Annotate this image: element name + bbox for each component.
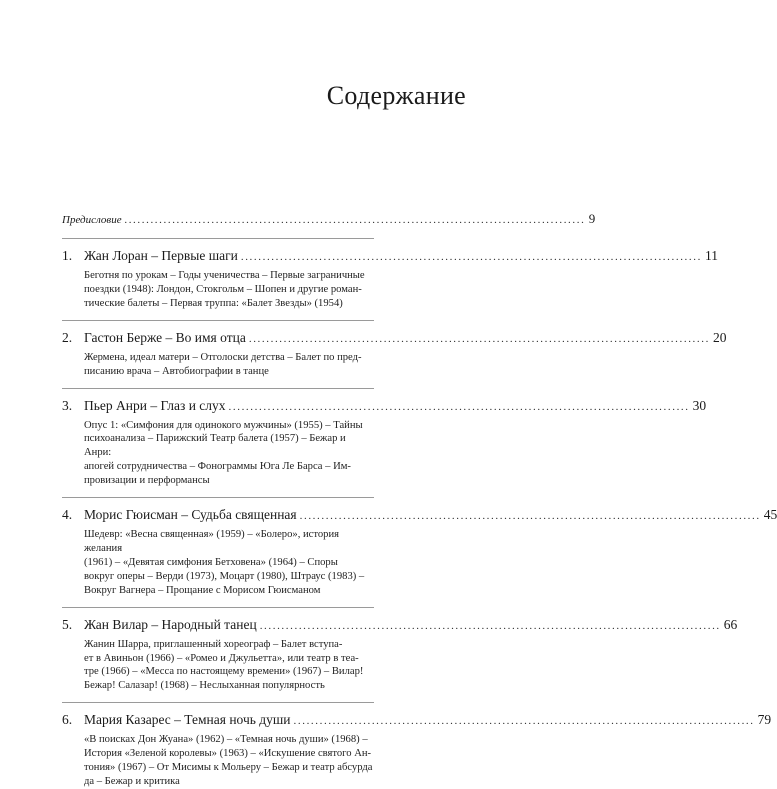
chapter-number: 1. [62, 248, 73, 263]
dot-leader: .......................................................................................................... [240, 251, 702, 263]
summary-line: Бежар! Салазар! (1968) – Неслыханная популярность [84, 680, 325, 692]
summary-line: провизации и перформансы [84, 475, 210, 487]
toc-entry-chapter-5 [62, 616, 738, 694]
chapter-page-number: 45 [763, 507, 777, 523]
separator-line [62, 320, 374, 321]
preface-label: Предисловие [62, 214, 122, 226]
chapter-summary [84, 269, 374, 311]
separator-line [62, 702, 374, 703]
summary-line: вокруг оперы – Верди (1973), Моцарт (1980), Штраус (1983) – [84, 570, 365, 582]
chapter-page-number: 11 [704, 248, 718, 263]
chapter-title: Мария Казарес – Темная ночь души [84, 712, 291, 728]
dot-leader: .......................................................................................................... [259, 619, 721, 632]
chapter-summary [84, 528, 374, 598]
summary-line: Жермена, идеал матери – Отголоски детства – Балет по пред- [84, 351, 362, 363]
summary-line: Вокруг Вагнера – Прощание с Морисом Гюисманом [84, 584, 321, 596]
summary-line: Опус 1: «Симфония для одинокого мужчины» (1955) – Тайны [84, 419, 363, 431]
table-of-contents [62, 210, 777, 789]
chapter-number: 4. [62, 507, 73, 523]
dot-leader: .......................................................................................................... [248, 332, 710, 345]
summary-line: История «Зеленой королевы» (1963) – «Искушение святого Ан- [84, 748, 372, 760]
toc-entry-chapter-3 [62, 397, 707, 489]
toc-entry-chapter-1 [62, 247, 718, 311]
preface-page-number: 9 [588, 211, 596, 226]
chapter-summary [84, 419, 374, 489]
chapter-title: Гастон Берже – Во имя отца [84, 329, 246, 345]
summary-line: Беготня по урокам – Годы ученичества – Первые заграничные [84, 270, 365, 281]
dot-leader: .......................................................................................................... [124, 214, 586, 226]
dot-leader: .......................................................................................................... [228, 400, 690, 413]
chapter-title: Морис Гюисман – Судьба священная [84, 507, 297, 523]
chapter-number: 6. [62, 712, 73, 728]
summary-line: тические балеты – Первая труппа: «Балет Звезды» (1954) [84, 297, 343, 309]
dot-leader: .......................................................................................................... [293, 715, 755, 728]
summary-line: тре (1966) – «Месса по настоящему времени» (1967) – Вилар! [84, 666, 364, 678]
summary-line: Шедевр: «Весна священная» (1959) – «Болеро», история желания [84, 529, 339, 554]
separator-line [62, 238, 374, 239]
chapter-title: Пьер Анри – Глаз и слух [84, 397, 226, 413]
toc-entry-chapter-2 [62, 329, 727, 379]
page-title: Содержание [326, 81, 466, 111]
toc-entry-chapter-6 [62, 711, 772, 789]
toc-entry-preface [62, 210, 596, 229]
separator-line [62, 388, 374, 389]
summary-line: (1961) – «Девятая симфония Бетховена» (1964) – Споры [84, 556, 338, 568]
summary-line: тония» (1967) – От Мисимы к Мольеру – Бежар и театр абсурда [84, 762, 373, 774]
chapter-title: Жан Вилар – Народный танец [84, 616, 257, 632]
chapter-summary [84, 351, 374, 379]
chapter-summary [84, 638, 374, 694]
summary-line: «В поисках Дон Жуана» (1962) – «Темная ночь души» (1968) – [84, 734, 368, 746]
chapter-page-number: 79 [757, 712, 772, 728]
chapter-page-number: 66 [723, 616, 738, 632]
chapter-page-number: 20 [712, 329, 727, 345]
summary-line: поездки (1948): Лондон, Стокгольм – Шопен и другие роман- [84, 283, 362, 295]
separator-line [62, 497, 374, 498]
chapter-summary [84, 733, 374, 789]
chapter-title: Жан Лоран – Первые шаги [84, 248, 238, 263]
toc-entry-chapter-4 [62, 506, 777, 598]
summary-line: да – Бежар и критика [84, 775, 180, 787]
chapter-page-number: 30 [692, 397, 707, 413]
summary-line: психоанализа – Парижский Театр балета (1957) – Бежар и Анри: [84, 433, 346, 459]
separator-line [62, 607, 374, 608]
summary-line: Жанин Шарра, приглашенный хореограф – Балет вступа- [84, 638, 343, 650]
chapter-number: 2. [62, 329, 73, 345]
summary-line: писанию врача – Автобиографии в танце [84, 365, 269, 377]
dot-leader: .......................................................................................................... [299, 510, 761, 523]
chapter-number: 5. [62, 616, 73, 632]
chapter-number: 3. [62, 397, 73, 413]
summary-line: апогей сотрудничества – Фонограммы Юга Ле Барса – Им- [84, 461, 351, 473]
summary-line: ет в Авиньон (1966) – «Ромео и Джульетта», или театр в теа- [84, 652, 359, 664]
